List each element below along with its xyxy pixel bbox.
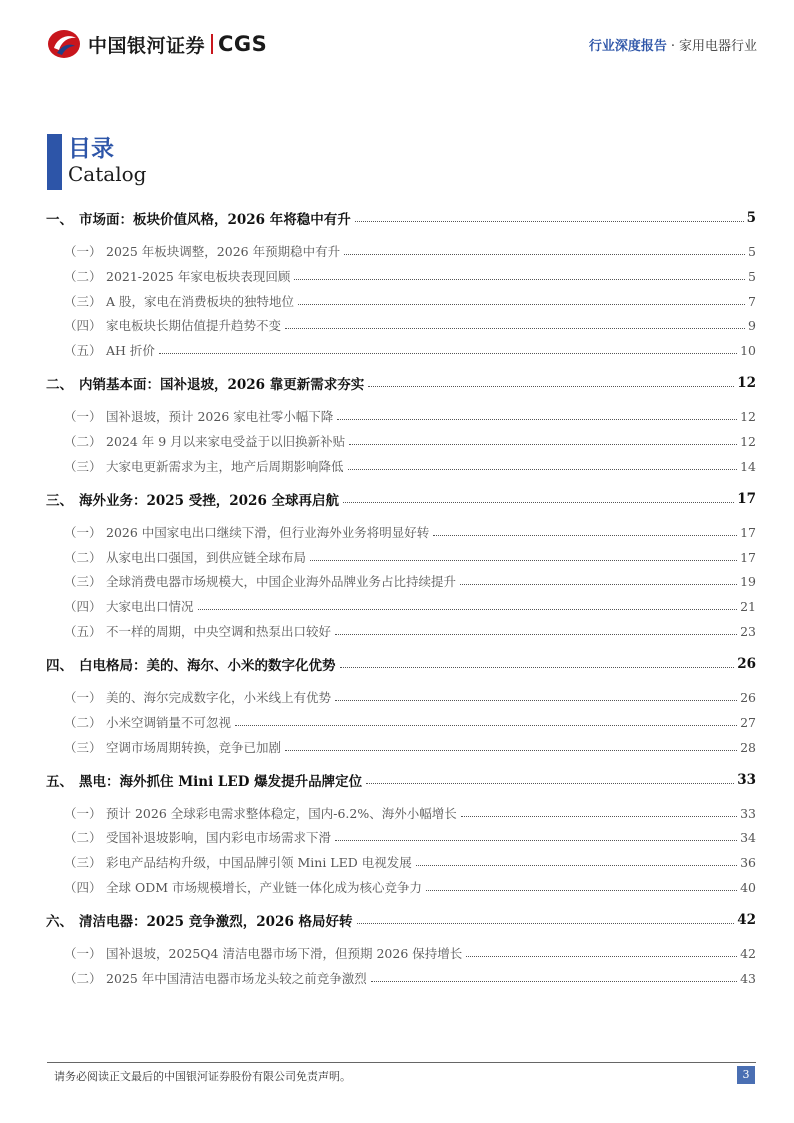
toc-leader-dots [466,956,737,957]
header-report-info [589,35,757,54]
toc-page-number: 7 [748,293,756,309]
toc-number: （四） [64,318,102,333]
toc-number: （一） [64,409,102,424]
toc-title: 清洁电器：2025 竞争激烈，2026 格局好转 [79,914,353,930]
toc-title: 空调市场周期转换，竞争已加剧 [106,740,282,755]
toc-number: （五） [64,624,102,639]
toc-page-number: 42 [740,945,756,961]
toc-page-number: 40 [740,879,756,895]
toc-leader-dots [235,725,737,726]
toc-number: （一） [64,244,102,259]
toc-number: 二、 [46,377,73,393]
industry-name: 家用电器行业 [678,39,757,54]
toc-title: 2021-2025 年家电板块表现回顾 [106,269,291,284]
toc-subsection[interactable] [46,826,756,848]
toc-leader-dots [298,304,745,305]
toc-page-number: 23 [740,623,756,639]
toc-number: 六、 [46,914,73,930]
toc-leader-dots [285,750,737,751]
toc-page-number: 19 [740,573,756,589]
toc-leader-dots [461,816,737,817]
toc-number: （三） [64,459,102,474]
toc-title: 小米空调销量不可忽视 [106,715,232,730]
toc-leader-dots [294,279,745,280]
brand-name-cn: 中国银河证券 [88,34,206,57]
toc-title: 大家电出口情况 [106,599,194,614]
toc-number: 三、 [46,493,73,509]
toc-section[interactable] [46,909,756,931]
toc-title: 从家电出口强国，到供应链全球布局 [106,550,307,565]
toc-page-number: 21 [740,598,756,614]
toc-page-number: 12 [737,375,756,391]
toc-title: 2026 中国家电出口继续下滑，但行业海外业务将明显好转 [106,525,430,540]
toc-subsection[interactable] [46,570,756,592]
toc-title: 内销基本面：国补退坡，2026 靠更新需求夯实 [79,377,365,393]
toc-number: （三） [64,855,102,870]
toc-leader-dots [344,254,745,255]
toc-leader-dots [416,865,737,866]
toc-number: （三） [64,574,102,589]
footer-divider [47,1062,756,1063]
toc-subsection[interactable] [46,430,756,452]
toc-leader-dots [460,584,737,585]
toc-subsection[interactable] [46,595,756,617]
toc-page-number: 10 [740,342,756,358]
toc-number: （一） [64,806,102,821]
toc-page-number: 5 [748,268,756,284]
logo-divider [211,34,213,54]
toc-title: 海外业务：2025 受挫，2026 全球再启航 [79,493,340,509]
toc-section[interactable] [46,372,756,394]
toc-number: （三） [64,740,102,755]
toc-subsection[interactable] [46,339,756,361]
toc-subsection[interactable] [46,521,756,543]
toc-number: （一） [64,690,102,705]
toc-leader-dots [368,386,734,387]
toc-number: （三） [64,294,102,309]
toc-leader-dots [371,981,737,982]
catalog-title-en: Catalog [68,162,147,186]
toc-subsection[interactable] [46,546,756,568]
toc-leader-dots [285,328,745,329]
toc-leader-dots [335,700,737,701]
toc-subsection[interactable] [46,290,756,312]
header-separator: · [670,39,675,54]
toc-leader-dots [357,923,735,924]
toc-leader-dots [310,560,737,561]
toc-subsection[interactable] [46,967,756,989]
toc-leader-dots [340,667,735,668]
toc-title: 市场面：板块价值风格，2026 年将稳中有升 [79,212,351,228]
toc-section[interactable] [46,488,756,510]
toc-subsection[interactable] [46,240,756,262]
toc-leader-dots [426,890,737,891]
toc-title: 全球 ODM 市场规模增长，产业链一体化成为核心竞争力 [106,880,423,895]
toc-page-number: 27 [740,714,756,730]
catalog-title-cn: 目录 [68,136,114,162]
toc-title: 不一样的周期，中央空调和热泵出口较好 [106,624,332,639]
toc-leader-dots [433,535,737,536]
toc-leader-dots [343,502,734,503]
page-number: 3 [737,1066,755,1084]
toc-page-number: 5 [748,243,756,259]
toc-page-number: 43 [740,970,756,986]
toc-number: 四、 [46,658,73,674]
toc-title: 受国补退坡影响，国内彩电市场需求下滑 [106,830,332,845]
footer-disclaimer: 请务必阅读正文最后的中国银河证券股份有限公司免责声明。 [54,1070,351,1083]
toc-leader-dots [337,419,737,420]
toc-number: （一） [64,946,102,961]
toc-number: 一、 [46,212,73,228]
toc-page-number: 17 [740,549,756,565]
toc-subsection[interactable] [46,455,756,477]
toc-number: （二） [64,434,102,449]
toc-page-number: 42 [737,912,756,928]
toc-page-number: 14 [740,458,756,474]
toc-leader-dots [335,634,737,635]
toc-page-number: 9 [748,317,756,333]
toc-leader-dots [159,353,737,354]
toc-subsection[interactable] [46,851,756,873]
toc-title: 2024 年 9 月以来家电受益于以旧换新补贴 [106,434,346,449]
toc-subsection[interactable] [46,686,756,708]
toc-subsection[interactable] [46,620,756,642]
toc-title: 国补退坡，预计 2026 家电社零小幅下降 [106,409,334,424]
page-header [0,0,794,80]
toc-page-number: 34 [740,829,756,845]
catalog-accent-bar [47,134,62,190]
toc-title: 大家电更新需求为主，地产后周期影响降低 [106,459,344,474]
toc-title: AH 折价 [106,343,155,358]
toc-section[interactable] [46,653,756,675]
toc-page-number: 17 [740,524,756,540]
toc-title: 家电板块长期估值提升趋势不变 [106,318,282,333]
toc-title: 预计 2026 全球彩电需求整体稳定，国内-6.2%、海外小幅增长 [106,806,457,821]
toc-number: 五、 [46,774,73,790]
toc-leader-dots [335,840,737,841]
toc-number: （二） [64,269,102,284]
toc-number: （五） [64,343,102,358]
toc-subsection[interactable] [46,876,756,898]
toc-leader-dots [349,444,737,445]
report-type: 行业深度报告 [588,39,667,54]
toc-number: （四） [64,599,102,614]
toc-page-number: 17 [737,491,756,507]
toc-title: A 股，家电在消费板块的独特地位 [106,294,295,309]
toc-section[interactable] [46,769,756,791]
toc-leader-dots [198,609,738,610]
brand-name-en: CGS [218,32,268,56]
toc-page-number: 26 [737,656,756,672]
toc-page-number: 28 [740,739,756,755]
toc-title: 国补退坡，2025Q4 清洁电器市场下滑，但预期 2026 保持增长 [106,946,463,961]
toc-subsection[interactable] [46,711,756,733]
toc-title: 2025 年中国清洁电器市场龙头较之前竞争激烈 [106,971,367,986]
toc-leader-dots [348,469,738,470]
toc-subsection[interactable] [46,265,756,287]
cgs-logo-icon [46,28,82,60]
toc-title: 2025 年板块调整，2026 年预期稳中有升 [106,244,341,259]
toc-number: （四） [64,880,102,895]
toc-subsection[interactable] [46,314,756,336]
toc-page-number: 12 [740,433,756,449]
toc-number: （二） [64,830,102,845]
toc-page-number: 5 [746,210,756,226]
toc-page-number: 33 [740,805,756,821]
toc-title: 彩电产品结构升级，中国品牌引领 Mini LED 电视发展 [106,855,412,870]
toc-page-number: 33 [737,772,756,788]
toc-subsection[interactable] [46,942,756,964]
toc-number: （一） [64,525,102,540]
toc-title: 白电格局：美的、海尔、小米的数字化优势 [79,658,336,674]
toc-title: 美的、海尔完成数字化，小米线上有优势 [106,690,332,705]
toc-number: （二） [64,715,102,730]
toc-number: （二） [64,971,102,986]
toc-page-number: 26 [740,689,756,705]
toc-page-number: 36 [740,854,756,870]
toc-number: （二） [64,550,102,565]
toc-title: 全球消费电器市场规模大，中国企业海外品牌业务占比持续提升 [106,574,457,589]
toc-page-number: 12 [740,408,756,424]
toc-subsection[interactable] [46,802,756,824]
toc-subsection[interactable] [46,405,756,427]
toc-section[interactable] [46,207,756,229]
toc-leader-dots [355,221,744,222]
company-logo [46,28,267,60]
toc-subsection[interactable] [46,736,756,758]
toc-title: 黑电：海外抓住 Mini LED 爆发提升品牌定位 [79,774,363,790]
toc-leader-dots [366,783,734,784]
